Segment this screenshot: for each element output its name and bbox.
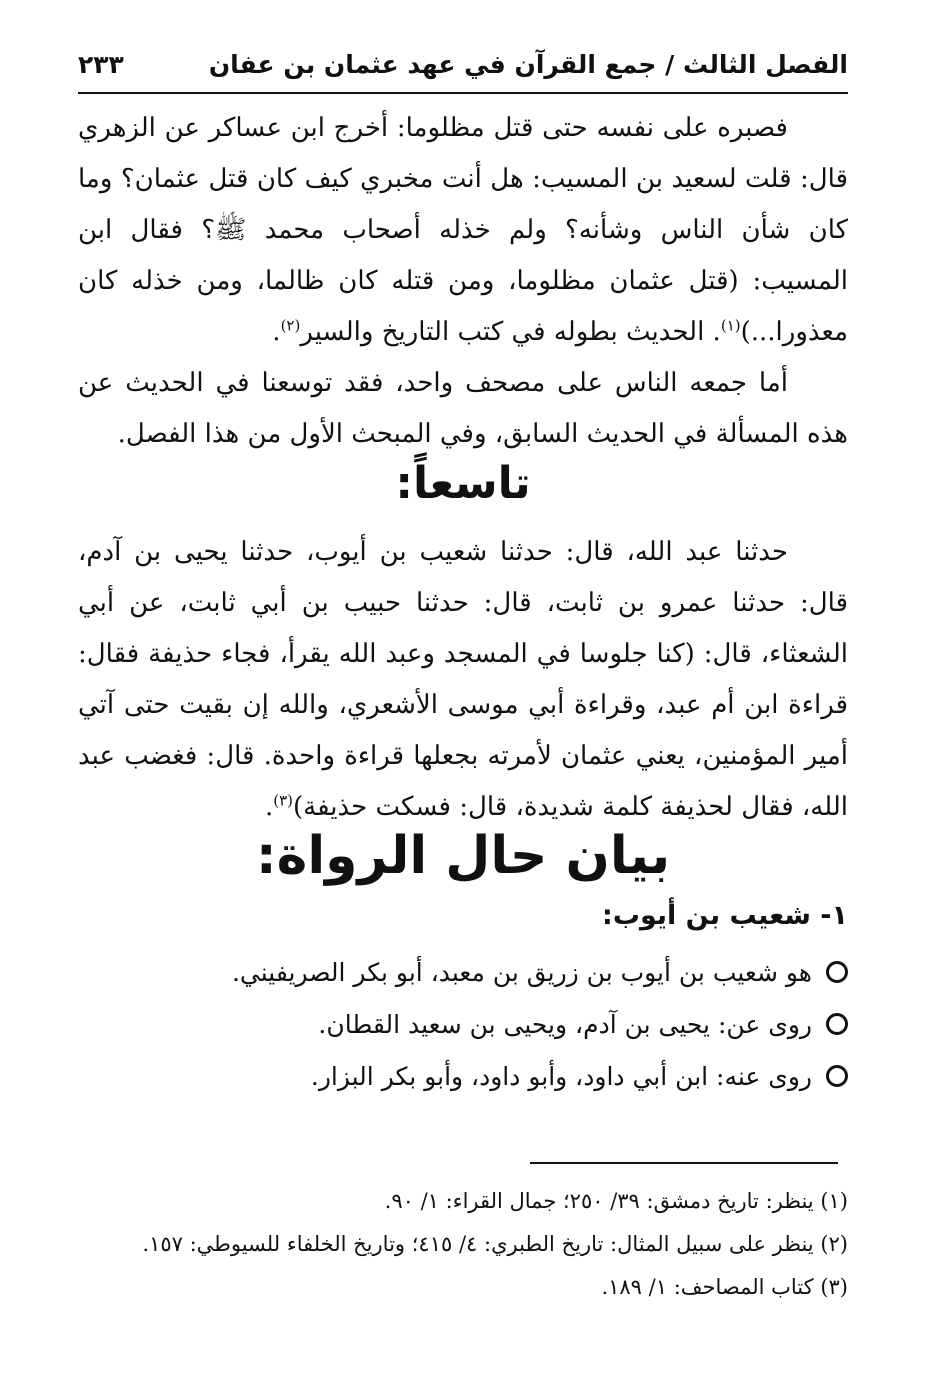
section-heading-ninth: تاسعاً:	[395, 458, 531, 509]
list-item-text: روى عن: يحيى بن آدم، ويحيى بن سعيد القطان.	[318, 1009, 812, 1039]
narrator-subheading: ١- شعيب بن أيوب:	[602, 900, 848, 931]
paragraph-text: فصبره على نفسه حتى قتل مظلوما: أخرج ابن عساكر عن الزهري قال: قلت لسعيد بن المسيب: هل أنت مخبري كيف كان قتل عثمان؟ وما كان شأن الناس وشأنه؟ ولم خذله أصحاب محمد ﷺ؟ فقال ابن المسيب: (قتل عثمان مظلوما، ومن قتله كان ظالما، ومن خذله كان معذورا...)	[78, 113, 848, 347]
footnote: (١) ينظر: تاريخ دمشق: ٣٩/ ٢٥٠؛ جمال القراء: ١/ ٩٠.	[384, 1189, 848, 1213]
list-item	[148, 1050, 848, 1102]
narrator-details-list	[148, 946, 848, 1102]
list-item	[148, 946, 848, 998]
footnote-ref-1: (١)	[720, 316, 741, 335]
footnote: (٢) ينظر على سبيل المثال: تاريخ الطبري: ٤/ ٤١٥؛ وتاريخ الخلفاء للسيوطي: ١٥٧.	[142, 1232, 848, 1256]
paragraph-end: .	[264, 792, 274, 822]
footnote: (٣) كتاب المصاحف: ١/ ١٨٩.	[601, 1275, 848, 1299]
circle-bullet-icon	[826, 1065, 848, 1087]
footnote-ref-3: (٣)	[273, 791, 293, 810]
page-header	[78, 40, 848, 94]
paragraph-text-tail: . الحديث بطوله في كتب التاريخ والسير	[300, 317, 721, 347]
footnotes-list	[78, 1180, 848, 1309]
section-heading-narrators: بيان حال الرواة:	[255, 826, 671, 886]
list-item	[148, 998, 848, 1050]
circle-bullet-icon	[826, 961, 848, 983]
footnote-ref-2: (٢)	[280, 316, 301, 335]
paragraph-text: حدثنا عبد الله، قال: حدثنا شعيب بن أيوب، حدثنا يحيى بن آدم، قال: حدثنا عمرو بن ثابت، قال: حدثنا حبيب بن أبي ثابت، عن أبي الشعثاء، قال: (كنا جلوسا في المسجد وعبد الله يقرأ، فجاء حذيفة فقال: قراءة ابن أم عبد، وقراءة أبي موسى الأشعري، والله إن بقيت حتى آتي أمير المؤمنين، يعني عثمان لأمرته بجعلها قراءة واحدة. قال: فغضب عبد الله، فقال لحذيفة كلمة شديدة، قال: فسكت حذيفة)	[78, 537, 848, 822]
paragraph-hadith-narration	[78, 527, 848, 833]
footnote-divider	[530, 1162, 838, 1164]
running-title: الفصل الثالث / جمع القرآن في عهد عثمان بن عفان	[208, 50, 848, 79]
circle-bullet-icon	[826, 1013, 848, 1035]
list-item-text: روى عنه: ابن أبي داود، وأبو داود، وأبو بكر البزار.	[310, 1061, 812, 1091]
paragraph-uthman-patience	[78, 103, 848, 358]
page-number: ٢٣٣	[78, 50, 124, 79]
list-item-text: هو شعيب بن أيوب بن زريق بن معبد، أبو بكر الصريفيني.	[231, 957, 812, 987]
paragraph-end: .	[272, 317, 281, 347]
paragraph-mushaf-collection: أما جمعه الناس على مصحف واحد، فقد توسعنا في الحديث عن هذه المسألة في الحديث السابق، وفي المبحث الأول من هذا الفصل.	[78, 368, 848, 449]
